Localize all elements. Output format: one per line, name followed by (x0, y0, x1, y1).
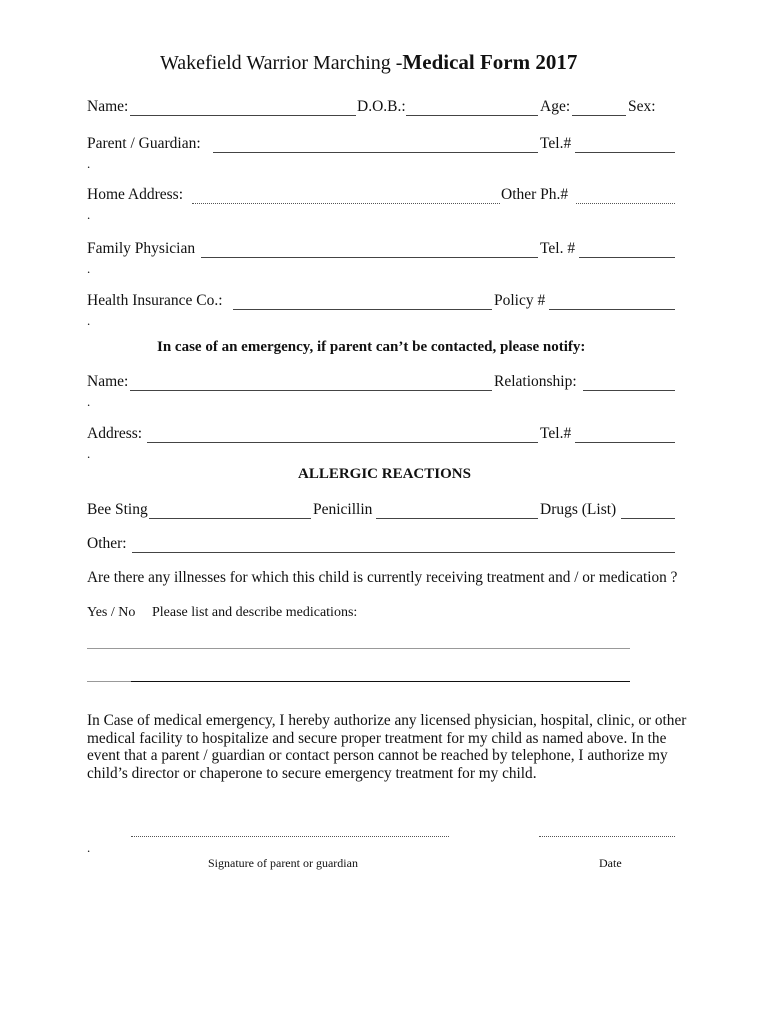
dot-mark: . (87, 156, 91, 171)
page-title (160, 50, 577, 75)
other-label: Other: (87, 535, 127, 552)
dot-mark: . (87, 261, 91, 276)
dob-field[interactable] (406, 115, 538, 116)
parent-label: Parent / Guardian: (87, 135, 201, 152)
bee-sting-field[interactable] (149, 518, 311, 519)
penicillin-field[interactable] (376, 518, 538, 519)
signature-line[interactable] (131, 836, 449, 837)
date-line[interactable] (539, 836, 675, 837)
policy-label: Policy # (494, 292, 546, 309)
drugs-field[interactable] (621, 518, 675, 519)
policy-field[interactable] (549, 309, 675, 310)
illness-question: Are there any illnesses for which this child is currently receiving treatment and / or medication ? (87, 569, 678, 586)
allergic-heading: ALLERGIC REACTIONS (298, 466, 471, 482)
parent-field[interactable] (213, 152, 538, 153)
relationship-field[interactable] (583, 390, 675, 391)
name-label: Name: (87, 98, 129, 115)
emergency-tel-label: Tel.# (540, 425, 572, 442)
title-regular: Wakefield Warrior Marching - (160, 52, 403, 74)
tel-field[interactable] (575, 152, 675, 153)
sex-label: Sex: (628, 98, 656, 115)
medications-prompt: Please list and describe medications: (152, 605, 358, 620)
home-address-label: Home Address: (87, 186, 184, 203)
bee-sting-label: Bee Sting (87, 501, 148, 518)
family-physician-label: Family Physician (87, 240, 196, 257)
age-label: Age: (540, 98, 571, 115)
dob-label: D.O.B.: (357, 98, 406, 115)
other-phone-label: Other Ph.# (501, 186, 569, 203)
family-physician-field[interactable] (201, 257, 538, 258)
title-bold: Medical Form 2017 (402, 50, 578, 74)
emergency-name-label: Name: (87, 373, 129, 390)
dot-mark: . (87, 207, 91, 222)
name-field[interactable] (130, 115, 356, 116)
dot-mark: . (87, 840, 91, 855)
age-field[interactable] (572, 115, 626, 116)
dot-mark: . (87, 446, 91, 461)
emergency-name-field[interactable] (130, 390, 492, 391)
authorization-text: In Case of medical emergency, I hereby authorize any licensed physician, hospital, clinic, or other medical facility to hospitalize and secure proper treatment for my child as named above. In the event that a parent / guardian or contact person cannot be reached by telephone, I authorize my child’s director or chaperone to secure emergency treatment for my child. (87, 712, 687, 782)
penicillin-label: Penicillin (313, 501, 373, 518)
dot-mark: . (87, 394, 91, 409)
health-insurance-label: Health Insurance Co.: (87, 292, 223, 309)
emergency-address-field[interactable] (147, 442, 538, 443)
emergency-address-label: Address: (87, 425, 143, 442)
signature-label: Signature of parent or guardian (208, 856, 358, 870)
other-phone-field[interactable] (576, 203, 675, 204)
physician-tel-label: Tel. # (540, 240, 576, 257)
date-label: Date (599, 856, 622, 870)
other-field[interactable] (132, 552, 675, 553)
dot-mark: . (87, 313, 91, 328)
medications-line-2b[interactable] (131, 681, 630, 682)
home-address-field[interactable] (192, 203, 500, 204)
medications-line-2a[interactable] (87, 681, 131, 682)
emergency-tel-field[interactable] (575, 442, 675, 443)
drugs-label: Drugs (List) (540, 501, 617, 518)
tel-label: Tel.# (540, 135, 572, 152)
yes-no-label[interactable]: Yes / No (87, 605, 136, 620)
health-insurance-field[interactable] (233, 309, 492, 310)
emergency-heading: In case of an emergency, if parent can’t be contacted, please notify: (157, 339, 586, 355)
relationship-label: Relationship: (494, 373, 577, 390)
medications-line-1[interactable] (87, 648, 630, 649)
physician-tel-field[interactable] (579, 257, 675, 258)
